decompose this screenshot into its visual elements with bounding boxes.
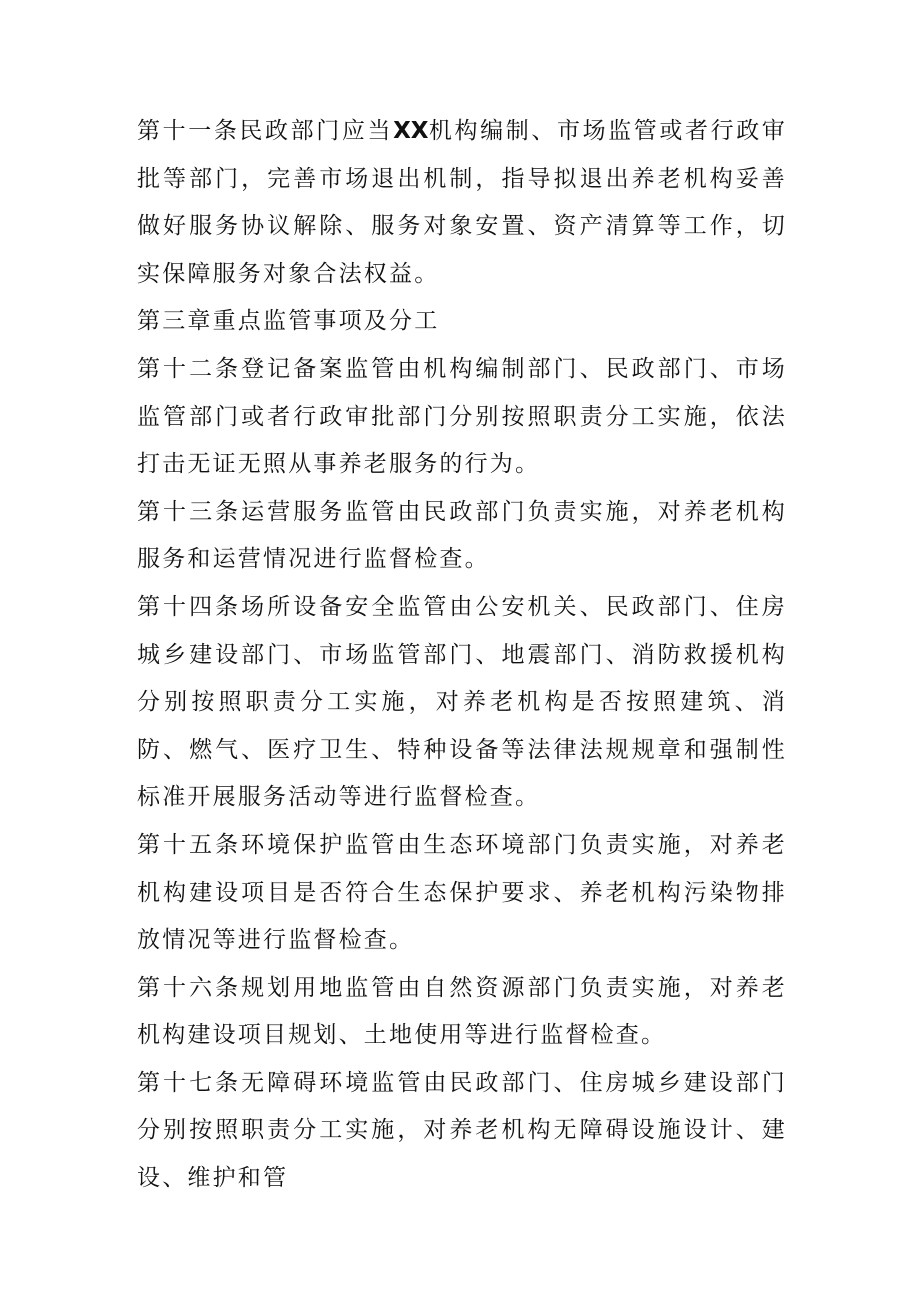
article-12-paragraph: [137, 346, 787, 489]
text-segment: 机构编制、市场监管或者行政审批等部门，完善市场退出机制，指导拟退出养老机构妥善做好服务协议解除、服务对象安置、资产清算等工作，切实保障服务对象合法权益。: [137, 118, 788, 287]
article-14-paragraph: [137, 584, 787, 822]
article-13-paragraph: [137, 489, 787, 584]
text-segment: 第十六条规划用地监管由自然资源部门负责实施，对养老机构建设项目规划、土地使用等进行监督检查。: [137, 974, 787, 1049]
text-segment: 第十三条运营服务监管由民政部门负责实施，对养老机构服务和运营情况进行监督检查。: [137, 498, 787, 573]
text-segment: 第十一条民政部门应当: [137, 118, 394, 144]
article-15-paragraph: [137, 822, 787, 965]
text-segment: 第三章重点监管事项及分工: [137, 308, 440, 335]
placeholder-bold-text: XX: [393, 118, 429, 144]
text-segment: 第十二条登记备案监管由机构编制部门、民政部门、市场监管部门或者行政审批部门分别按照职责分工实施，依法打击无证无照从事养老服务的行为。: [137, 355, 787, 478]
text-segment: 第十五条环境保护监管由生态环境部门负责实施，对养老机构建设项目是否符合生态保护要求、养老机构污染物排放情况等进行监督检查。: [137, 831, 787, 954]
chapter-3-heading: [137, 298, 787, 346]
article-17-paragraph: [137, 1060, 787, 1203]
document-body: [137, 108, 787, 1203]
article-11-paragraph: [137, 108, 787, 298]
article-16-paragraph: [137, 965, 787, 1060]
text-segment: 第十七条无障碍环境监管由民政部门、住房城乡建设部门分别按照职责分工实施，对养老机构无障碍设施设计、建设、维护和管: [137, 1069, 787, 1192]
text-segment: 第十四条场所设备安全监管由公安机关、民政部门、住房城乡建设部门、市场监管部门、地震部门、消防救援机构分别按照职责分工实施，对养老机构是否按照建筑、消防、燃气、医疗卫生、特种设备等法律法规规章和强制性标准开展服务活动等进行监督检查。: [137, 593, 787, 811]
